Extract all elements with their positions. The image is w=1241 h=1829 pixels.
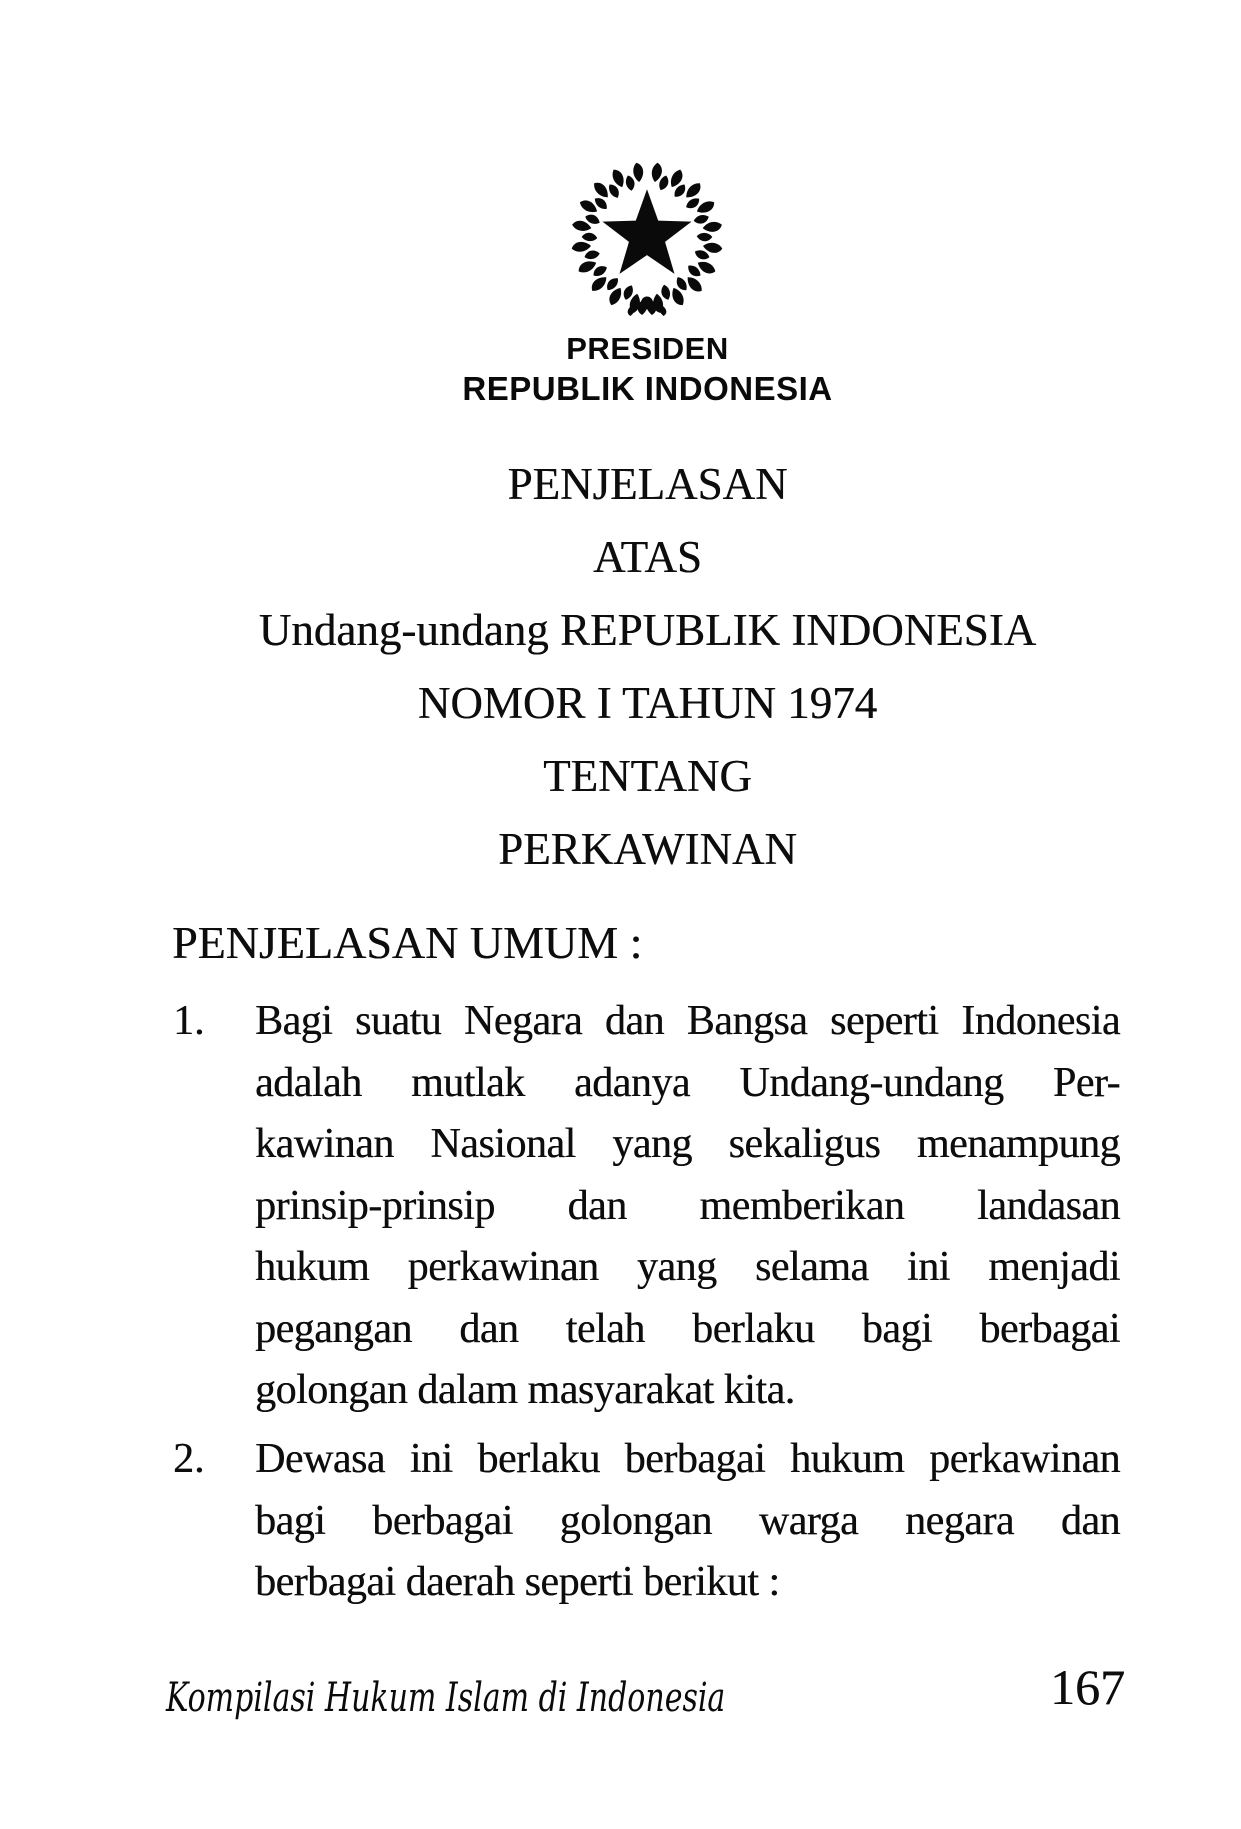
paragraph-2 <box>255 1429 1120 1614</box>
title-line-tentang: TENTANG <box>543 751 752 801</box>
section-heading-penjelasan-umum: PENJELASAN UMUM : <box>172 917 643 968</box>
footer-page-number: 167 <box>1050 1659 1125 1715</box>
star-icon <box>602 189 691 274</box>
star-wreath-emblem <box>569 158 725 318</box>
document-title <box>54 448 1241 886</box>
paragraph-line: pegangan dan telah berlaku bagi berbagai <box>255 1305 1120 1352</box>
paragraph-line: kawinan Nasional yang sekaligus menampung <box>255 1121 1120 1167</box>
title-line-perkawinan: PERKAWINAN <box>498 824 797 874</box>
paragraph-line: Bagi suatu Negara dan Bangsa seperti Indonesia <box>255 998 1120 1044</box>
letterhead-presiden: PRESIDEN <box>566 331 729 366</box>
paragraph-line: bagi berbagai golongan warga negara dan <box>255 1497 1120 1544</box>
paragraph-line: golongan dalam masyarakat kita. <box>255 1367 795 1413</box>
title-line-penjelasan: PENJELASAN <box>507 459 788 509</box>
title-line-nomor: NOMOR I TAHUN 1974 <box>417 678 878 728</box>
paragraph-1-number: 1. <box>173 998 205 1044</box>
letterhead-republik-indonesia: REPUBLIK INDONESIA <box>462 370 833 407</box>
title-line-atas: ATAS <box>593 532 702 582</box>
paragraph-line: prinsip-prinsip dan memberikan landasan <box>255 1182 1120 1229</box>
title-line-undang: Undang-undang REPUBLIK INDONESIA <box>258 605 1037 655</box>
paragraph-line: adalah mutlak adanya Undang-undang Per- <box>255 1059 1120 1106</box>
paragraph-2-number: 2. <box>173 1436 205 1482</box>
paragraph-1 <box>255 991 1120 1422</box>
paragraph-line: berbagai daerah seperti berikut : <box>255 1559 780 1605</box>
footer-book-title: Kompilasi Hukum Islam di Indonesia <box>166 1675 726 1721</box>
paragraph-line: hukum perkawinan yang selama ini menjadi <box>255 1244 1120 1290</box>
paragraph-line: Dewasa ini berlaku berbagai hukum perkawinan <box>255 1436 1120 1482</box>
